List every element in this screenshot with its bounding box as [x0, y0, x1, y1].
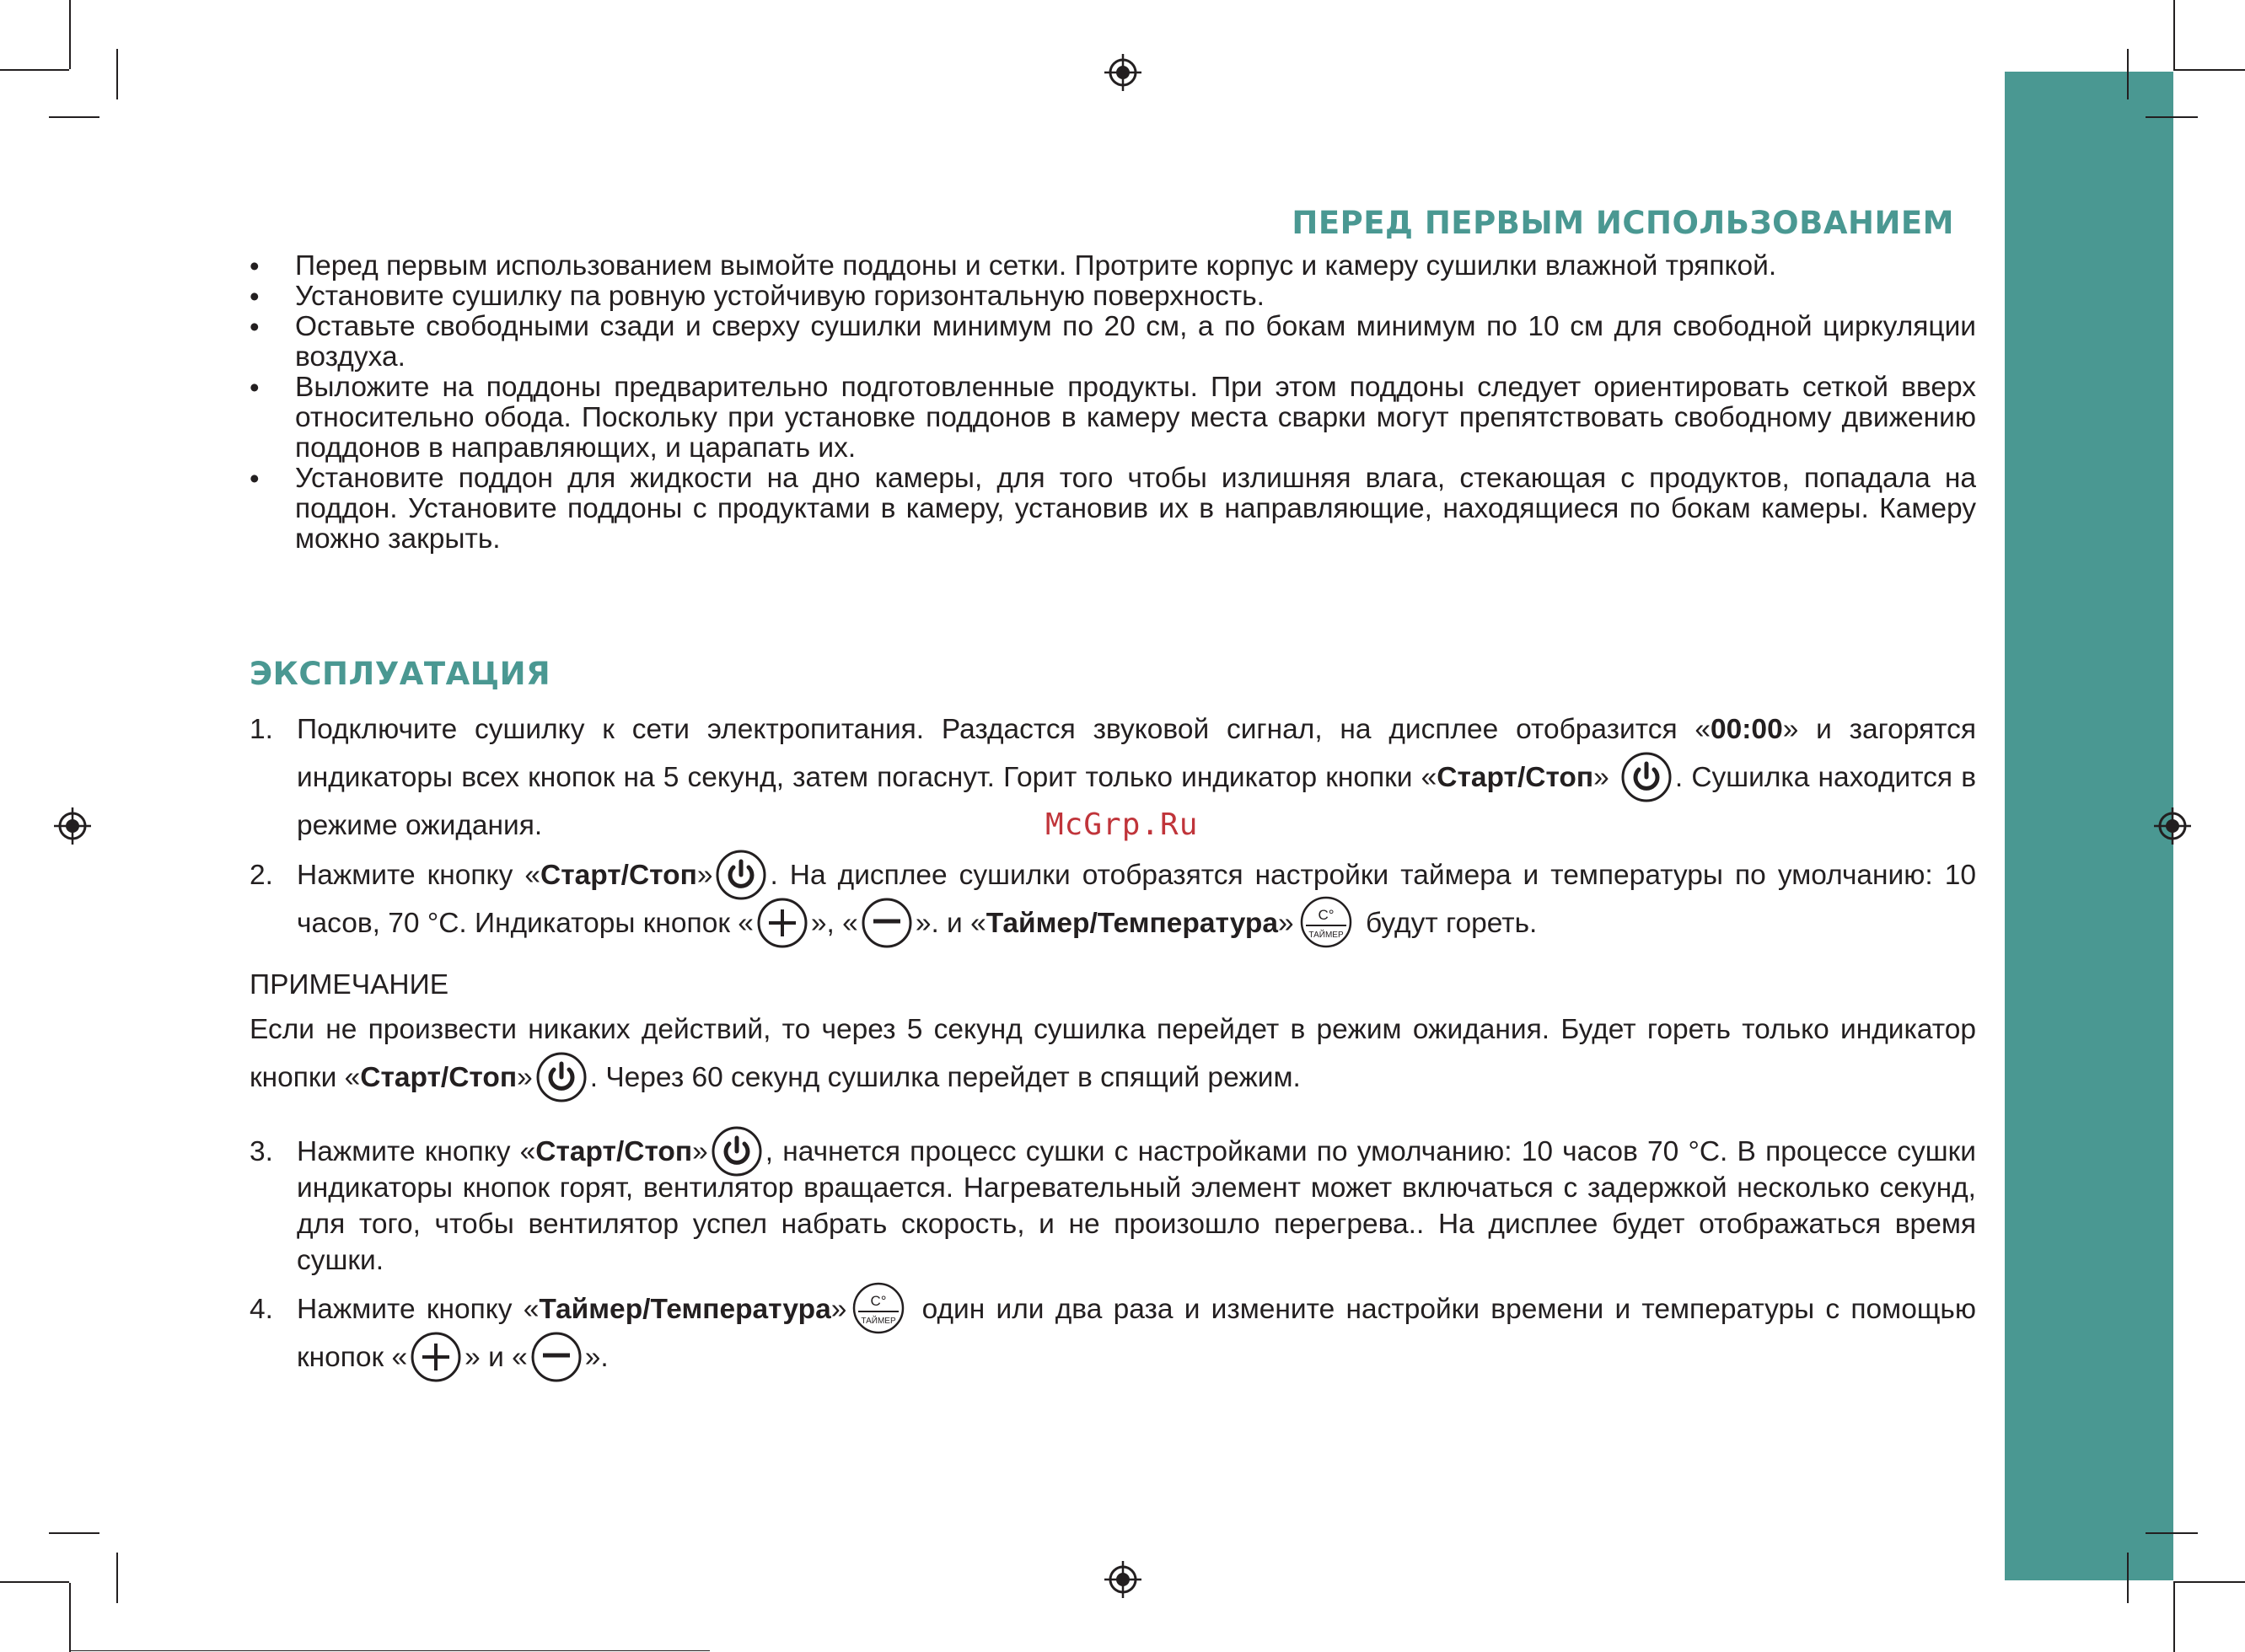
step-2 — [250, 851, 1976, 947]
timer-icon-temp-text: С° — [870, 1293, 887, 1310]
crop-mark — [2127, 1553, 2129, 1603]
step-4 — [250, 1285, 1976, 1381]
crop-mark — [69, 1583, 71, 1652]
step-text: » — [830, 1294, 847, 1325]
crop-mark — [116, 1553, 118, 1603]
step-text: , начнется процесс сушки с настройками по умолчанию: 10 часов 70 °С. В процессе сушки индикаторы кнопок горят, вентилятор вращается. Нагревательный элемент может включаться с задержкой несколько секунд, для того, чтобы вентилятор успел набрать скорость, и не произошло перегрева.. На дисплее будет отображаться время сушки. — [297, 1136, 1976, 1276]
step-number: 1. — [250, 714, 273, 745]
section-title-before-first-use: ПЕРЕД ПЕРВЫМ ИСПОЛЬЗОВАНИЕМ — [1292, 205, 1954, 241]
step-text: . На дисплее сушилки отобразятся настройки таймера и температуры по умолчанию: 10 часов, 70 °С. Индикаторы кнопок « — [297, 860, 1976, 939]
step-text: » — [696, 860, 713, 891]
step-number: 3. — [250, 1136, 273, 1167]
step-text: ». — [584, 1342, 609, 1373]
power-icon — [715, 849, 767, 901]
list-item: • Установите сушилку па ровную устойчивую горизонтальную поверхность. — [250, 282, 1976, 312]
crop-mark — [116, 49, 118, 99]
step-text: . Сушилка находится в режиме ожидания. — [297, 762, 1976, 841]
registration-mark-icon — [1103, 1559, 1143, 1600]
step-text: Нажмите кнопку « — [297, 860, 540, 891]
page-bottom-rule — [69, 1650, 710, 1651]
step-text: » и загорятся индикаторы всех кнопок на 5 секунд, затем погаснут. Горит только индикатор кнопки « — [297, 714, 1976, 793]
crop-mark — [49, 116, 99, 118]
step-text: Нажмите кнопку « — [297, 1294, 540, 1325]
start-stop-label: Старт/Стоп — [535, 1136, 693, 1167]
operation-steps-group-2 — [250, 1134, 1976, 1381]
step-number: 2. — [250, 860, 273, 891]
power-icon — [711, 1125, 763, 1177]
timer-icon-temp-text: С° — [1318, 907, 1335, 924]
start-stop-label: Старт/Стоп — [1437, 762, 1594, 793]
crop-mark — [0, 1581, 69, 1583]
step-text: один или два раза и измените настройки времени и температуры с помощью кнопок « — [297, 1294, 1976, 1373]
watermark-text: McGrp.Ru — [1045, 807, 1199, 842]
note-text: Если не произвести никаких действий, то через 5 секунд сушилка перейдет в режим ожидания. Будет гореть только индикатор кнопки « — [250, 1014, 1976, 1093]
timer-icon-timer-text: ТАЙМЕР — [1308, 931, 1344, 941]
registration-mark-icon — [2152, 806, 2193, 846]
list-item: • Перед первым использованием вымойте поддоны и сетки. Протрите корпус и камеру сушилки влажной тряпкой. — [250, 251, 1976, 282]
list-item: • Оставьте свободными сзади и сверху сушилки минимум по 20 см, а по бокам минимум по 10 см для свободной циркуляции воздуха. — [250, 312, 1976, 373]
before-use-list — [250, 251, 1976, 555]
crop-mark — [2173, 1583, 2175, 1652]
timer-temp-label: Таймер/Температура — [986, 908, 1279, 939]
step-3 — [250, 1134, 1976, 1279]
step-text: » — [692, 1136, 708, 1167]
step-text: » и « — [465, 1342, 528, 1373]
timer-temperature-icon — [851, 1281, 905, 1335]
crop-mark — [2173, 69, 2245, 71]
note-body — [250, 1006, 1976, 1102]
timer-icon-timer-text: ТАЙМЕР — [861, 1317, 897, 1327]
registration-mark-icon — [52, 806, 93, 846]
step-text: », « — [810, 908, 858, 939]
minus-icon — [530, 1331, 583, 1383]
step-text: Нажмите кнопку « — [297, 1136, 536, 1167]
crop-mark — [2146, 1532, 2198, 1534]
list-item: • Установите поддон для жидкости на дно камеры, для того чтобы излишняя влага, стекающая с продуктов, попадала на поддон. Установите поддоны с продуктами в камеру, установив их в направляющие, находящиеся по бокам камеры. Камеру можно закрыть. — [250, 464, 1976, 555]
step-text: Подключите сушилку к сети электропитания. Раздастся звуковой сигнал, на дисплее отобразится « — [297, 714, 1711, 745]
list-item: • Выложите на поддоны предварительно подготовленные продукты. При этом поддоны следует ориентировать сеткой вверх относительно обода. Поскольку при установке поддонов в камеру места сварки могут препятствовать свободному движению поддонов в направляющих, и царапать их. — [250, 373, 1976, 464]
step-text: » — [1593, 762, 1609, 793]
display-value: 00:00 — [1711, 714, 1783, 745]
minus-icon — [861, 897, 913, 949]
step-text: » — [1278, 908, 1294, 939]
side-color-band — [2005, 72, 2173, 1580]
plus-icon — [756, 897, 808, 949]
step-number: 4. — [250, 1294, 273, 1325]
crop-mark — [2173, 0, 2175, 69]
start-stop-label: Старт/Стоп — [360, 1062, 518, 1093]
crop-mark — [2173, 1581, 2245, 1583]
plus-icon — [410, 1331, 462, 1383]
crop-mark — [69, 0, 71, 69]
crop-mark — [0, 69, 69, 71]
note-text: » — [517, 1062, 533, 1093]
step-text: будут гореть. — [1357, 908, 1538, 939]
start-stop-label: Старт/Стоп — [540, 860, 697, 891]
power-icon — [535, 1051, 588, 1103]
power-icon — [1620, 751, 1673, 803]
crop-mark — [49, 1532, 99, 1534]
registration-mark-icon — [1103, 52, 1143, 93]
timer-temp-label: Таймер/Температура — [539, 1294, 831, 1325]
section-title-operation: ЭКСПЛУАТАЦИЯ — [250, 656, 551, 692]
crop-mark — [2146, 116, 2198, 118]
note-title: ПРИМЕЧАНИЕ — [250, 969, 449, 1000]
note-text: . Через 60 секунд сушилка перейдет в спящий режим. — [589, 1062, 1301, 1093]
timer-temperature-icon — [1299, 895, 1353, 949]
crop-mark — [2127, 49, 2129, 99]
step-text: ». и « — [915, 908, 986, 939]
